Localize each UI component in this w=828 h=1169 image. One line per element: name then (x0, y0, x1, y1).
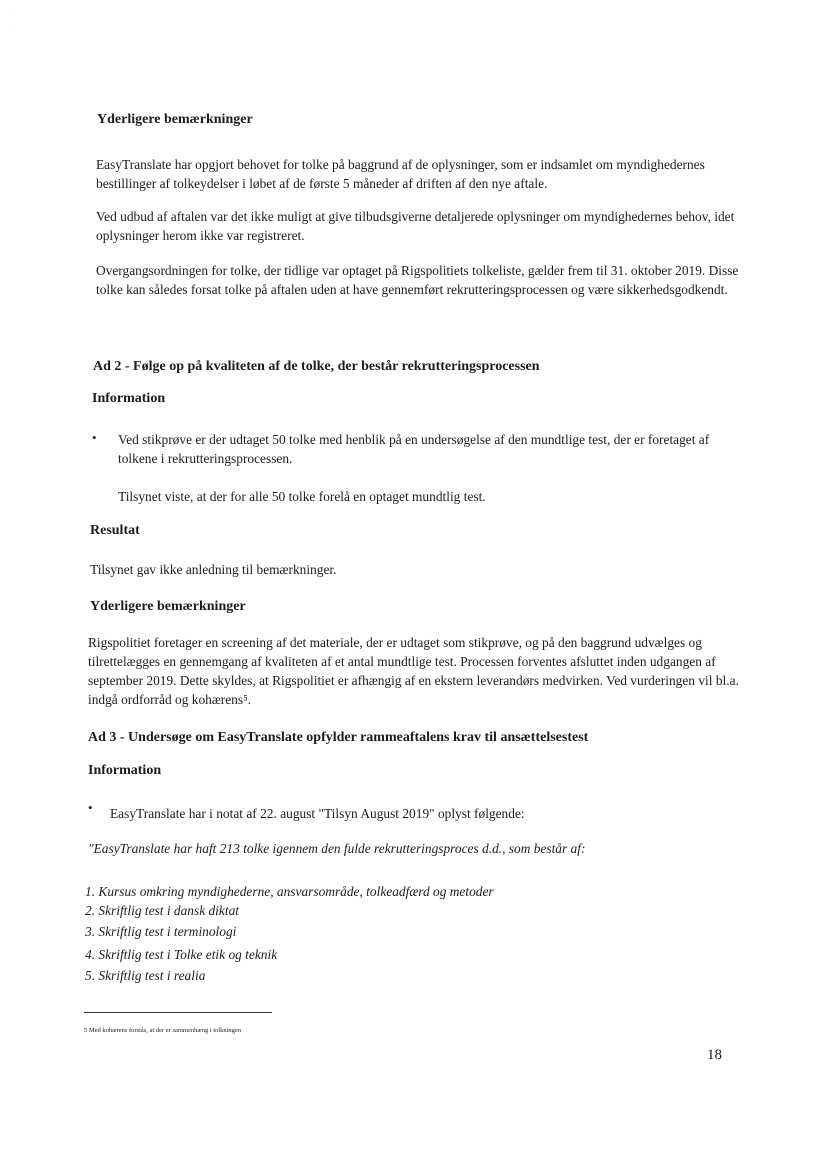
list-item: 3. Skriftlig test i terminologi (85, 924, 237, 939)
section3-bullet-1: EasyTranslate har i notat af 22. august "Tilsyn August 2019" oplyst følgende: (110, 806, 525, 821)
section1-paragraph-1: EasyTranslate har opgjort behovet for tolke på baggrund af de oplysninger, som er indsamlet om myndighedernes bestillinger af tolkeydelser i løbet af de første 5 måneder af driften af den nye aftale. (96, 157, 705, 191)
scan-specks: · · (14, 8, 16, 32)
section3-quote-intro: "EasyTranslate har haft 213 tolke igennem den fulde rekrutteringsproces d.d., som består af: (88, 841, 586, 856)
list-item: 2. Skriftlig test i dansk diktat (85, 903, 239, 918)
section2-info-heading: Information (92, 391, 166, 406)
bullet-marker: • (88, 800, 93, 815)
section1-paragraph-3: Overgangsordningen for tolke, der tidlige var optaget på Rigspolitiets tolkeliste, gælder frem til 31. oktober 2019. Disse tolke kan således forsat tolke på aftalen uden at have gennemført rekrutteringsprocessen og være sikkerhedsgodkendt. (96, 263, 739, 297)
section3-info-heading: Information (88, 763, 162, 778)
page-number: 18 (707, 1047, 722, 1063)
section2-bullet-1: Ved stikprøve er der udtaget 50 tolke med henblik på en undersøgelse af den mundtlige test, der er foretaget af tolkene i rekrutteringsprocessen. (118, 432, 710, 466)
section3-title: Ad 3 - Undersøge om EasyTranslate opfylder rammeaftalens krav til ansættelsestest (88, 730, 589, 745)
section2-bullet-followup: Tilsynet viste, at der for alle 50 tolke forelå en optaget mundtlig test. (118, 489, 486, 504)
section2-result-heading: Resultat (90, 523, 140, 538)
list-item: 1. Kursus omkring myndighederne, ansvarsområde, tolkeadfærd og metoder (85, 884, 494, 899)
section2-result-text: Tilsynet gav ikke anledning til bemærkninger. (90, 562, 337, 577)
footnote-text: 5 Med kohærens forstås, at der er sammenhæng i tolkningen (84, 1026, 242, 1034)
section2-remarks-text: Rigspolitiet foretager en screening af det materiale, der er udtaget som stikprøve, og på den baggrund udvælges og tilrettelægges en gennemgang af kvaliteten af et antal mundtlige test. Processen forventes afsluttet inden udgangen af september 2019. Dette skyldes, at Rigspolitiet er afhængig af en ekstern leverandørs medvirken. Ved vurderingen vil bl.a. indgå ordforråd og kohærens⁵. (88, 635, 739, 707)
footnote-divider (84, 1012, 272, 1013)
section2-remarks-heading: Yderligere bemærkninger (90, 599, 246, 614)
section1-paragraph-2: Ved udbud af aftalen var det ikke muligt at give tilbudsgiverne detaljerede oplysninger om myndighedernes behov, idet oplysninger herom ikke var registreret. (96, 209, 735, 243)
section1-heading: Yderligere bemærkninger (97, 112, 253, 127)
list-item: 4. Skriftlig test i Tolke etik og teknik (85, 947, 278, 962)
bullet-marker: • (92, 430, 97, 445)
list-item: 5. Skriftlig test i realia (85, 968, 206, 983)
section2-title: Ad 2 - Følge op på kvaliteten af de tolke, der består rekrutteringsprocessen (93, 359, 540, 374)
